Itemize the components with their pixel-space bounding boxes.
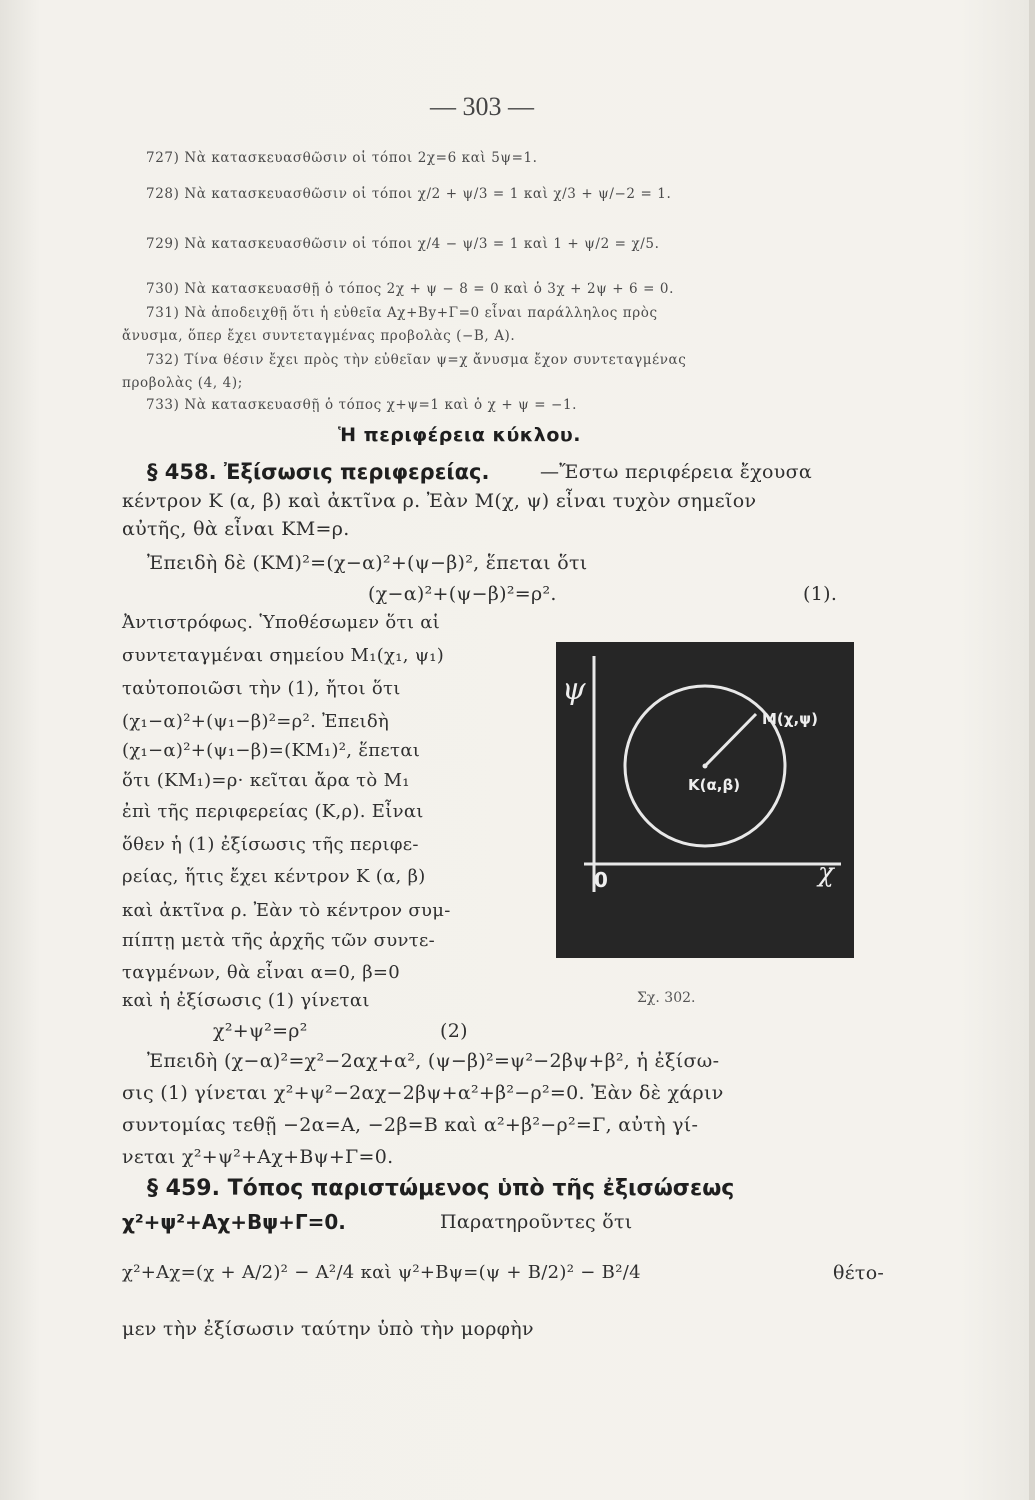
page-number: — 303 — — [430, 92, 534, 121]
exercise-732-cont: προβολὰς (4, 4); — [122, 375, 243, 391]
s458-equation-1: (χ−α)²+(ψ−β)²=ρ². — [368, 583, 557, 605]
figure-302 — [556, 642, 854, 958]
equation-2: χ²+ψ²=ρ² — [213, 1020, 308, 1042]
left-col-10: πίπτῃ μετὰ τῆς ἀρχῆς τῶν συντε- — [122, 930, 435, 951]
exercise-728: 728) Νὰ κατασκευασθῶσιν οἱ τόποι χ/2 + ψ/3 = 1 καὶ χ/3 + ψ/−2 = 1. — [146, 186, 672, 202]
x-axis-label: χ — [818, 858, 834, 888]
section-title: Ἡ περιφέρεια κύκλου. — [338, 424, 581, 446]
s459-heading: § 459. Τόπος παριστώμενος ὑπὸ τῆς ἐξισώσεως — [147, 1176, 735, 1201]
s459-formula: χ²+Αχ=(χ + Α/2)² − Α²/4 καὶ ψ²+Βψ=(ψ + Β/2)² − Β²/4 — [122, 1262, 641, 1283]
s458-line-3: Ἐπειδὴ δὲ (ΚΜ)²=(χ−α)²+(ψ−β)², ἕπεται ὅτι — [147, 552, 588, 574]
figure-caption: Σχ. 302. — [637, 990, 696, 1006]
s458-after-3: νεται χ²+ψ²+Αχ+Βψ+Γ=0. — [122, 1146, 394, 1168]
radius-line — [705, 714, 756, 766]
point-label: Μ(χ,ψ) — [762, 710, 818, 728]
left-col-4: (χ₁−α)²+(ψ₁−β)=(ΚΜ₁)², ἕπεται — [122, 740, 421, 761]
s458-line-1: κέντρον Κ (α, β) καὶ ἀκτῖνα ρ. Ἐὰν Μ(χ, ψ) εἶναι τυχὸν σημεῖον — [122, 490, 757, 512]
circle-diagram — [556, 642, 854, 958]
exercise-733: 733) Νὰ κατασκευασθῇ ὁ τόπος χ+ψ=1 καὶ ὁ χ + ψ = −1. — [146, 397, 578, 413]
y-axis-label: ψ — [562, 672, 586, 707]
s458-equation-1-label: (1). — [803, 583, 838, 605]
left-col-9: καὶ ἀκτῖνα ρ. Ἐὰν τὸ κέντρον συμ- — [122, 900, 451, 921]
s458-after-2: συντομίας τεθῇ −2α=Α, −2β=Β καὶ α²+β²−ρ²=Γ, αὐτὴ γί- — [122, 1114, 699, 1136]
origin-label: 0 — [594, 868, 608, 892]
left-col-5: ὅτι (ΚΜ₁)=ρ· κεῖται ἄρα τὸ Μ₁ — [122, 770, 410, 791]
page-edge — [1029, 0, 1035, 1500]
exercise-730: 730) Νὰ κατασκευασθῇ ὁ τόπος 2χ + ψ − 8 = 0 καὶ ὁ 3χ + 2ψ + 6 = 0. — [146, 281, 675, 297]
left-col-6: ἐπὶ τῆς περιφερείας (Κ,ρ). Εἶναι — [122, 801, 424, 822]
exercise-729: 729) Νὰ κατασκευασθῶσιν οἱ τόποι χ/4 − ψ/3 = 1 καὶ 1 + ψ/2 = χ/5. — [146, 236, 660, 252]
left-col-7: ὅθεν ἡ (1) ἐξίσωσις τῆς περιφε- — [122, 834, 419, 855]
left-col-11: ταγμένων, θὰ εἶναι α=0, β=0 — [122, 962, 401, 983]
left-col-1: συντεταγμέναι σημείου Μ₁(χ₁, ψ₁) — [122, 645, 445, 666]
left-col-0: Ἀντιστρόφως. Ὑποθέσωμεν ὅτι αἱ — [122, 612, 441, 633]
exercise-727: 727) Νὰ κατασκευασθῶσιν οἱ τόποι 2χ=6 καὶ 5ψ=1. — [146, 150, 538, 166]
equation-2-label: (2) — [440, 1020, 468, 1042]
s459-last-line: μεν τὴν ἐξίσωσιν ταύτην ὑπὸ τὴν μορφὴν — [122, 1318, 534, 1340]
exercise-731-cont: ἄνυσμα, ὅπερ ἔχει συντεταγμένας προβολὰς (−Β, Α). — [122, 328, 516, 344]
left-col-8: ρείας, ἥτις ἔχει κέντρον Κ (α, β) — [122, 866, 426, 887]
s458-after-1: σις (1) γίνεται χ²+ψ²−2αχ−2βψ+α²+β²−ρ²=0. Ἐὰν δὲ χάριν — [122, 1082, 724, 1104]
left-col-2: ταὐτοποιῶσι τὴν (1), ἤτοι ὅτι — [122, 678, 401, 699]
s459-rest: Παρατηροῦντες ὅτι — [440, 1211, 633, 1233]
s458-line-0: —Ἔστω περιφέρεια ἔχουσα — [540, 461, 812, 483]
left-col-3: (χ₁−α)²+(ψ₁−β)²=ρ². Ἐπειδὴ — [122, 711, 390, 732]
exercise-731: 731) Νὰ ἀποδειχθῇ ὅτι ἡ εὐθεῖα Αχ+Βy+Γ=0 εἶναι παράλληλος πρὸς — [146, 305, 658, 321]
center-label: Κ(α,β) — [688, 776, 741, 794]
s459-formula-tail: θέτο- — [833, 1262, 885, 1284]
s458-after-0: Ἐπειδὴ (χ−α)²=χ²−2αχ+α², (ψ−β)²=ψ²−2βψ+β², ἡ ἐξίσω- — [147, 1050, 720, 1072]
center-dot — [703, 764, 708, 769]
s459-equation: χ²+ψ²+Αχ+Βψ+Γ=0. — [122, 1210, 346, 1234]
s458-line-2: αὐτῆς, θὰ εἶναι ΚΜ=ρ. — [122, 518, 350, 540]
left-col-12: καὶ ἡ ἐξίσωσις (1) γίνεται — [122, 990, 370, 1011]
s458-heading: § 458. Ἐξίσωσις περιφερείας. — [147, 460, 490, 484]
exercise-732: 732) Τίνα θέσιν ἔχει πρὸς τὴν εὐθεῖαν ψ=χ ἄνυσμα ἔχον συντεταγμένας — [146, 352, 687, 368]
